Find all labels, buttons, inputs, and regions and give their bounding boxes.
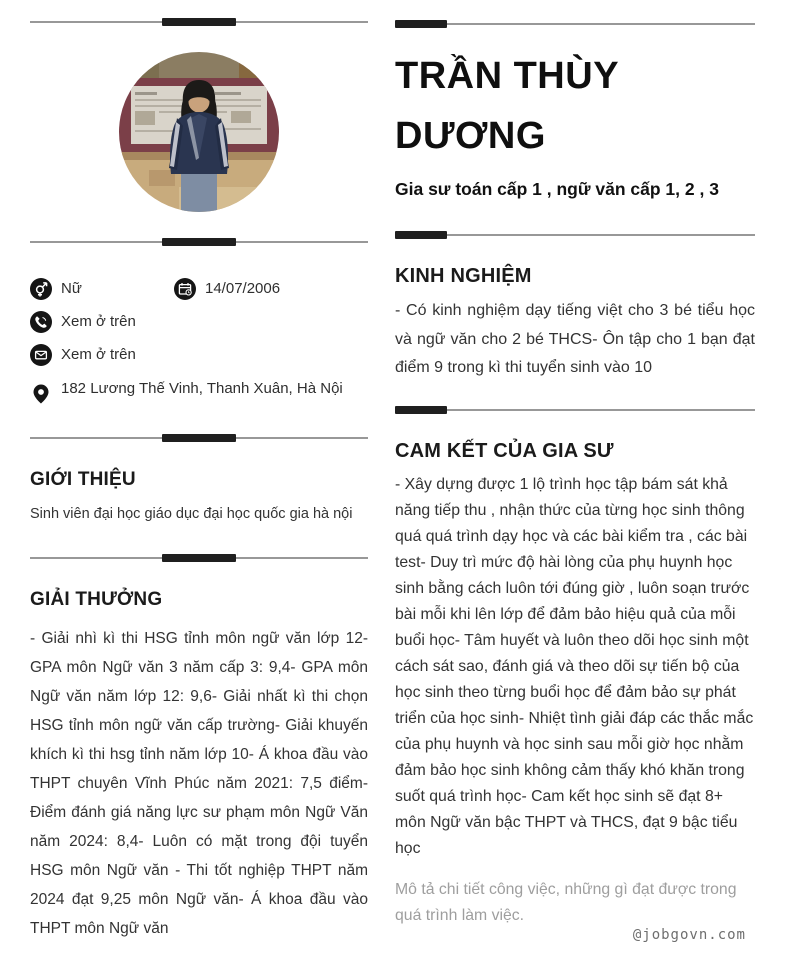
watermark: @jobgovn.com <box>632 927 746 943</box>
contact-row-gender-birthday <box>30 278 368 300</box>
section-divider <box>30 434 368 442</box>
section-divider <box>30 18 368 26</box>
left-column <box>30 0 368 959</box>
calendar-icon <box>174 278 196 300</box>
contact-info <box>30 278 368 405</box>
phone-icon <box>30 311 52 333</box>
contact-row-address <box>30 377 368 405</box>
commitment-placeholder-text: Mô tả chi tiết công việc, những gì đạt được trong quá trình làm việc. <box>395 881 737 925</box>
commitment-text: - Xây dựng được 1 lộ trình học tập bám sát khả năng tiếp thu , nhận thức của từng học sinh thông quá quá trình dạy học và các bài kiểm tra , các bài test- Duy trì mức độ hài lòng của phụ huynh học sinh bằng cách luôn tới đúng giờ , luôn soạn trước bài mỗi khi lên lớp để đảm bảo hiệu quả của mỗi buổi học- Tâm huyết và luôn theo dõi học sinh một cách sát sao, đánh giá và theo dõi sự tiến bộ của học sinh theo từng buổi học để đảm bảo sự phát triển của học sinh- Nhiệt tình giải đáp các thắc mắc của phụ huynh và học sinh sau mỗi giờ học nhằm đảm bảo học sinh không cảm thấy khó khăn trong suốt quá trình học- Cam kết học sinh sẽ đạt 8+ môn Ngữ văn bậc THPT và THCS, đạt 9 bậc tiểu học <box>395 475 754 857</box>
person-name: TRẦN THÙY DƯƠNG <box>395 55 619 157</box>
profile-photo-image <box>119 52 279 212</box>
person-title: Gia sư toán cấp 1 , ngữ văn cấp 1, 2 , 3 <box>395 179 719 199</box>
awards-heading: GIẢI THƯỞNG <box>30 589 163 610</box>
address-value: 182 Lương Thế Vinh, Thanh Xuân, Hà Nội <box>61 380 343 397</box>
section-divider <box>395 20 755 28</box>
location-pin-icon <box>30 383 52 405</box>
profile-photo <box>119 52 279 212</box>
gender-field <box>30 278 174 300</box>
gender-value: Nữ <box>61 280 82 297</box>
awards-text: - Giải nhì kì thi HSG tỉnh môn ngữ văn lớp 12- GPA môn Ngữ văn 3 năm cấp 3: 9,4- GPA môn Ngữ văn năm lớp 12: 9,6- Giải nhất kì thi chọn HSG tỉnh môn ngữ văn cấp trường- Giải khuyến khích kì thi hsg tỉnh năm lớp 10- Á khoa đầu vào THPT chuyên Vĩnh Phúc năm 2021: 7,5 điểm- Điểm đánh giá năng lực sư phạm môn Ngữ Văn năm 2024: 8,4- Luôn có mặt trong đội tuyển HSG môn Ngữ văn - Thi tốt nghiệp THPT năm 2024 đạt 9,25 môn Ngữ văn- Á khoa đầu vào THPT môn Ngữ văn <box>30 630 368 937</box>
section-divider <box>30 238 368 246</box>
commitment-heading: CAM KẾT CỦA GIA SƯ <box>395 439 614 462</box>
contact-row-phone <box>30 311 368 333</box>
about-text: Sinh viên đại học giáo dục đại học quốc gia hà nội <box>30 506 353 522</box>
gender-icon <box>30 278 52 300</box>
section-divider <box>30 554 368 562</box>
birthday-field <box>174 278 280 300</box>
section-divider <box>395 231 755 239</box>
email-icon <box>30 344 52 366</box>
email-value: Xem ở trên <box>61 346 136 363</box>
phone-value: Xem ở trên <box>61 313 136 330</box>
birthday-value: 14/07/2006 <box>205 280 281 297</box>
section-divider <box>395 406 755 414</box>
experience-text: - Có kinh nghiệm dạy tiếng việt cho 3 bé tiểu học và ngữ văn cho 2 bé THCS- Ôn tập cho 1 bạn đạt điểm 9 trong kì thi tuyển sinh vào 10 <box>395 302 755 376</box>
about-heading: GIỚI THIỆU <box>30 469 136 490</box>
contact-row-email <box>30 344 368 366</box>
right-column <box>395 0 755 929</box>
experience-heading: KINH NGHIỆM <box>395 265 532 287</box>
